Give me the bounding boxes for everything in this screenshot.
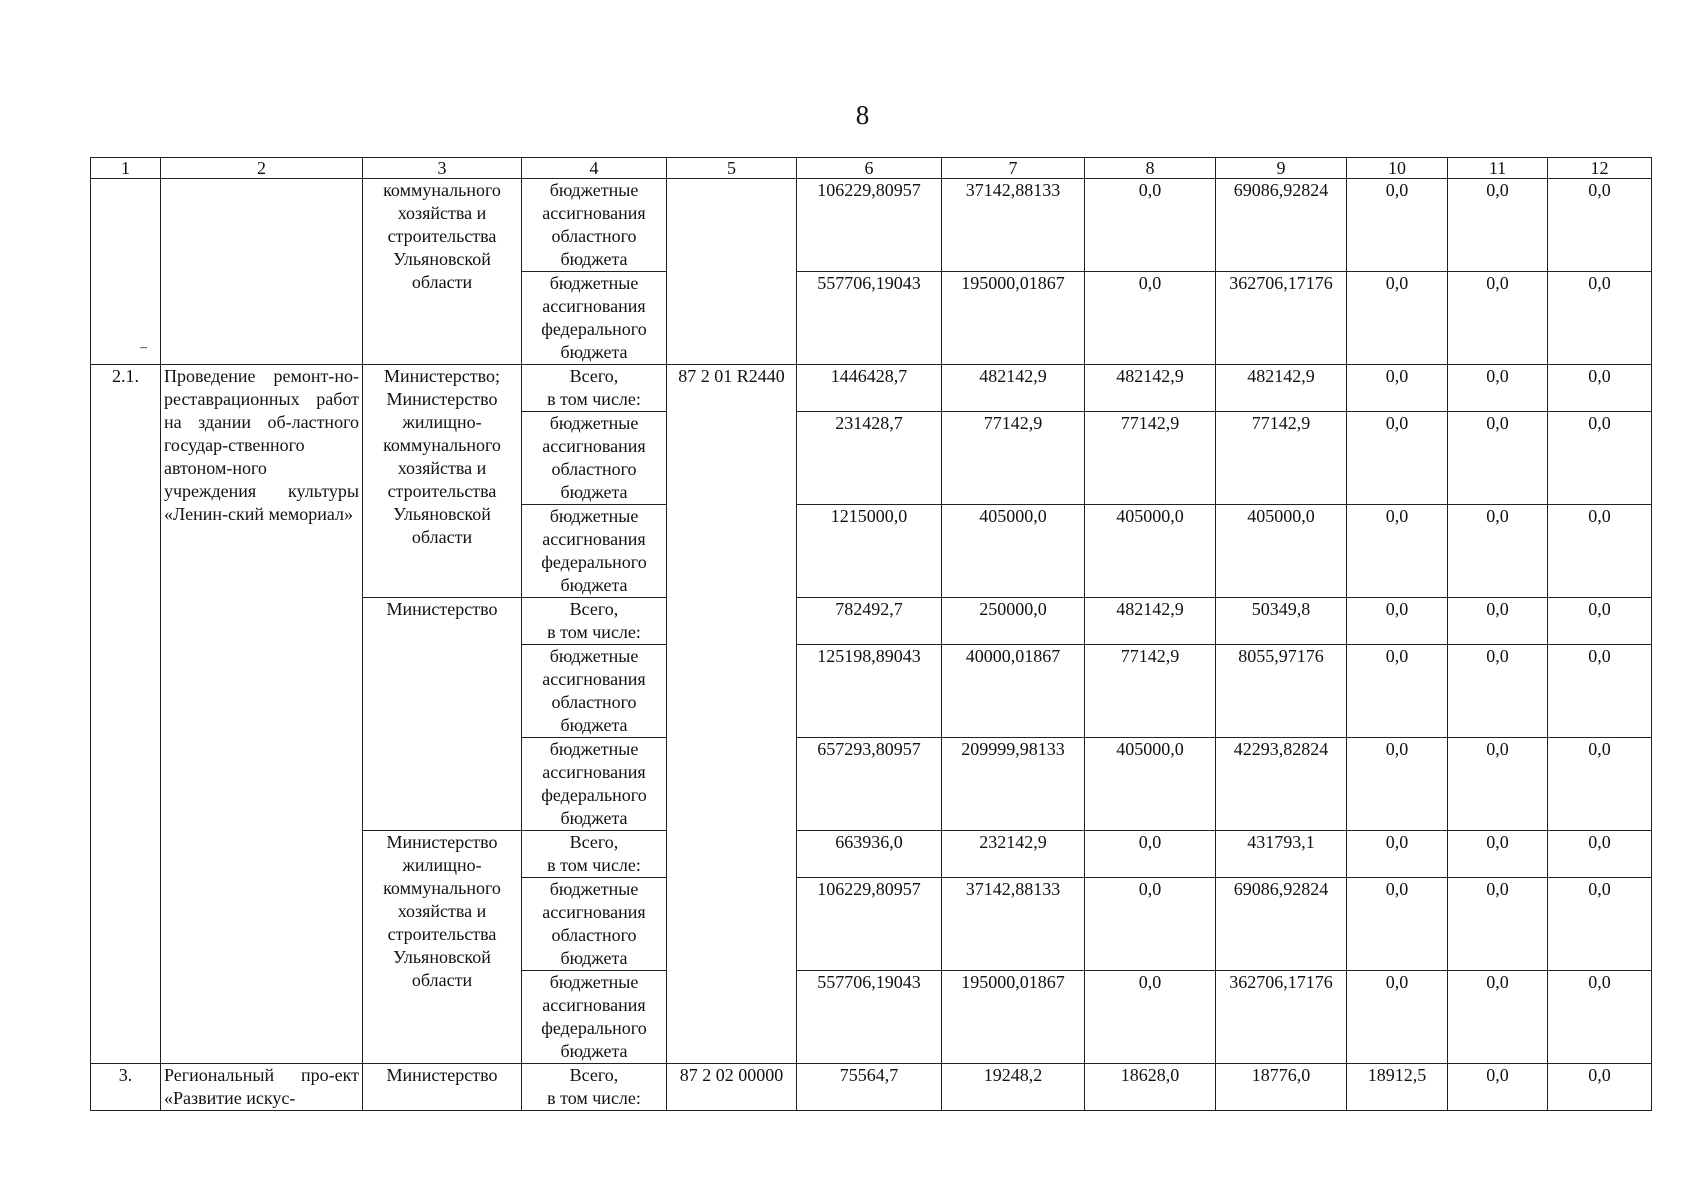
value-cell-col-11: 0,0 xyxy=(1448,179,1548,272)
value-cell-col-8: 0,0 xyxy=(1085,179,1216,272)
value-cell-col-6: 125198,89043 xyxy=(797,645,942,738)
funding-type-cell: бюджетные ассигнования областного бюджета xyxy=(522,412,667,505)
value-cell-col-7: 482142,9 xyxy=(942,365,1085,412)
value-cell-col-7: 37142,88133 xyxy=(942,179,1085,272)
value-cell-col-12: 0,0 xyxy=(1548,878,1652,971)
table-row xyxy=(91,1064,1652,1111)
value-cell-col-7: 195000,01867 xyxy=(942,971,1085,1064)
value-cell-col-7: 19248,2 xyxy=(942,1064,1085,1111)
value-cell-col-6: 557706,19043 xyxy=(797,971,942,1064)
value-cell-col-8: 482142,9 xyxy=(1085,598,1216,645)
value-cell-col-8: 18628,0 xyxy=(1085,1064,1216,1111)
value-cell-col-9: 42293,82824 xyxy=(1216,738,1347,831)
value-cell-col-10: 0,0 xyxy=(1347,598,1448,645)
value-cell-col-11: 0,0 xyxy=(1448,505,1548,598)
item-number-cell: 2.1. xyxy=(91,365,161,1064)
value-cell-col-8: 77142,9 xyxy=(1085,412,1216,505)
funding-type-cell xyxy=(522,831,667,878)
funding-type-sublabel: в том числе: xyxy=(547,1088,641,1108)
value-cell-col-9: 362706,17176 xyxy=(1216,971,1347,1064)
funding-type-label: Всего, xyxy=(569,599,619,619)
value-cell-col-11: 0,0 xyxy=(1448,272,1548,365)
value-cell-col-12: 0,0 xyxy=(1548,971,1652,1064)
value-cell-col-6: 106229,80957 xyxy=(797,878,942,971)
value-cell-col-6: 1446428,7 xyxy=(797,365,942,412)
value-cell-col-6: 75564,7 xyxy=(797,1064,942,1111)
value-cell-col-10: 0,0 xyxy=(1347,971,1448,1064)
value-cell-col-10: 0,0 xyxy=(1347,365,1448,412)
item-number-cell: 3. xyxy=(91,1064,161,1111)
value-cell-col-9: 77142,9 xyxy=(1216,412,1347,505)
value-cell-col-6: 1215000,0 xyxy=(797,505,942,598)
value-cell-col-12: 0,0 xyxy=(1548,738,1652,831)
funding-type-cell xyxy=(522,1064,667,1111)
value-cell-col-11: 0,0 xyxy=(1448,412,1548,505)
funding-type-sublabel: в том числе: xyxy=(547,389,641,409)
value-cell-col-11: 0,0 xyxy=(1448,738,1548,831)
item-name-cell: Региональный про-ект «Развитие искус- xyxy=(161,1064,363,1111)
item-name-cell: Проведение ремонт-но-реставрационных работ на здании об-ластного государ-ственного автоном-ного учреждения культуры «Ленин-ский мемориал» xyxy=(161,365,363,1064)
value-cell-col-10: 0,0 xyxy=(1347,505,1448,598)
value-cell-col-9: 8055,97176 xyxy=(1216,645,1347,738)
value-cell-col-7: 77142,9 xyxy=(942,412,1085,505)
value-cell-col-9: 362706,17176 xyxy=(1216,272,1347,365)
funding-type-cell: бюджетные ассигнования федерального бюджета xyxy=(522,971,667,1064)
value-cell-col-12: 0,0 xyxy=(1548,365,1652,412)
value-cell-col-12: 0,0 xyxy=(1548,272,1652,365)
value-cell-col-8: 0,0 xyxy=(1085,878,1216,971)
value-cell-col-10: 0,0 xyxy=(1347,412,1448,505)
value-cell-col-11: 0,0 xyxy=(1448,598,1548,645)
header-row xyxy=(91,158,1652,179)
value-cell-col-9: 50349,8 xyxy=(1216,598,1347,645)
value-cell-col-7: 195000,01867 xyxy=(942,272,1085,365)
value-cell-col-10: 0,0 xyxy=(1347,738,1448,831)
stray-mark: – xyxy=(140,340,147,355)
value-cell-col-8: 0,0 xyxy=(1085,971,1216,1064)
value-cell-col-7: 232142,9 xyxy=(942,831,1085,878)
value-cell-col-6: 663936,0 xyxy=(797,831,942,878)
funding-type-sublabel: в том числе: xyxy=(547,622,641,642)
column-number-header: 10 xyxy=(1347,158,1448,179)
value-cell-col-10: 18912,5 xyxy=(1347,1064,1448,1111)
value-cell-col-12: 0,0 xyxy=(1548,412,1652,505)
value-cell-col-6: 557706,19043 xyxy=(797,272,942,365)
value-cell-col-7: 209999,98133 xyxy=(942,738,1085,831)
table-row xyxy=(91,179,1652,272)
item-number-cell xyxy=(91,179,161,365)
page-number: 8 xyxy=(855,100,870,130)
value-cell-col-10: 0,0 xyxy=(1347,878,1448,971)
value-cell-col-8: 482142,9 xyxy=(1085,365,1216,412)
funding-type-label: Всего, xyxy=(569,832,619,852)
executor-cell: Министерство xyxy=(363,598,522,831)
value-cell-col-10: 0,0 xyxy=(1347,831,1448,878)
funding-type-label: Всего, xyxy=(569,1065,619,1085)
value-cell-col-11: 0,0 xyxy=(1448,971,1548,1064)
value-cell-col-8: 0,0 xyxy=(1085,272,1216,365)
column-number-header: 6 xyxy=(797,158,942,179)
column-number-header: 1 xyxy=(91,158,161,179)
column-number-header: 12 xyxy=(1548,158,1652,179)
value-cell-col-11: 0,0 xyxy=(1448,365,1548,412)
column-number-header: 3 xyxy=(363,158,522,179)
value-cell-col-12: 0,0 xyxy=(1548,831,1652,878)
value-cell-col-8: 405000,0 xyxy=(1085,505,1216,598)
value-cell-col-7: 37142,88133 xyxy=(942,878,1085,971)
column-number-header: 5 xyxy=(667,158,797,179)
executor-cell: Министерство; Министерство жилищно-коммунального хозяйства и строительства Ульяновской области xyxy=(363,365,522,598)
value-cell-col-10: 0,0 xyxy=(1347,179,1448,272)
column-number-header: 2 xyxy=(161,158,363,179)
table-row xyxy=(91,365,1652,412)
value-cell-col-9: 18776,0 xyxy=(1216,1064,1347,1111)
code-cell: 87 2 01 R2440 xyxy=(667,365,797,1064)
funding-type-cell xyxy=(522,598,667,645)
value-cell-col-7: 250000,0 xyxy=(942,598,1085,645)
value-cell-col-9: 482142,9 xyxy=(1216,365,1347,412)
value-cell-col-7: 40000,01867 xyxy=(942,645,1085,738)
value-cell-col-6: 106229,80957 xyxy=(797,179,942,272)
column-number-header: 7 xyxy=(942,158,1085,179)
column-number-header: 8 xyxy=(1085,158,1216,179)
value-cell-col-9: 69086,92824 xyxy=(1216,878,1347,971)
value-cell-col-9: 405000,0 xyxy=(1216,505,1347,598)
value-cell-col-12: 0,0 xyxy=(1548,179,1652,272)
funding-type-cell: бюджетные ассигнования федерального бюджета xyxy=(522,505,667,598)
value-cell-col-8: 77142,9 xyxy=(1085,645,1216,738)
value-cell-col-11: 0,0 xyxy=(1448,1064,1548,1111)
funding-type-cell: бюджетные ассигнования федерального бюджета xyxy=(522,272,667,365)
value-cell-col-10: 0,0 xyxy=(1347,272,1448,365)
value-cell-col-11: 0,0 xyxy=(1448,831,1548,878)
executor-cell: Министерство xyxy=(363,1064,522,1111)
funding-type-label: Всего, xyxy=(569,366,619,386)
executor-cell: коммунального хозяйства и строительства Ульяновской области xyxy=(363,179,522,365)
column-number-header: 4 xyxy=(522,158,667,179)
value-cell-col-9: 69086,92824 xyxy=(1216,179,1347,272)
funding-type-cell: бюджетные ассигнования федерального бюджета xyxy=(522,738,667,831)
column-number-header: 9 xyxy=(1216,158,1347,179)
code-cell xyxy=(667,179,797,365)
item-name-cell xyxy=(161,179,363,365)
table-body xyxy=(91,158,1652,1111)
value-cell-col-12: 0,0 xyxy=(1548,505,1652,598)
value-cell-col-9: 431793,1 xyxy=(1216,831,1347,878)
value-cell-col-6: 231428,7 xyxy=(797,412,942,505)
value-cell-col-12: 0,0 xyxy=(1548,645,1652,738)
value-cell-col-8: 405000,0 xyxy=(1085,738,1216,831)
value-cell-col-6: 657293,80957 xyxy=(797,738,942,831)
value-cell-col-12: 0,0 xyxy=(1548,598,1652,645)
value-cell-col-11: 0,0 xyxy=(1448,878,1548,971)
value-cell-col-11: 0,0 xyxy=(1448,645,1548,738)
funding-type-sublabel: в том числе: xyxy=(547,855,641,875)
funding-type-cell: бюджетные ассигнования областного бюджета xyxy=(522,645,667,738)
funding-type-cell: бюджетные ассигнования областного бюджета xyxy=(522,878,667,971)
executor-cell: Министерство жилищно-коммунального хозяйства и строительства Ульяновской области xyxy=(363,831,522,1064)
value-cell-col-10: 0,0 xyxy=(1347,645,1448,738)
value-cell-col-6: 782492,7 xyxy=(797,598,942,645)
budget-table xyxy=(90,157,1652,1111)
funding-type-cell: бюджетные ассигнования областного бюджета xyxy=(522,179,667,272)
value-cell-col-8: 0,0 xyxy=(1085,831,1216,878)
value-cell-col-7: 405000,0 xyxy=(942,505,1085,598)
code-cell: 87 2 02 00000 xyxy=(667,1064,797,1111)
value-cell-col-12: 0,0 xyxy=(1548,1064,1652,1111)
funding-type-cell xyxy=(522,365,667,412)
column-number-header: 11 xyxy=(1448,158,1548,179)
